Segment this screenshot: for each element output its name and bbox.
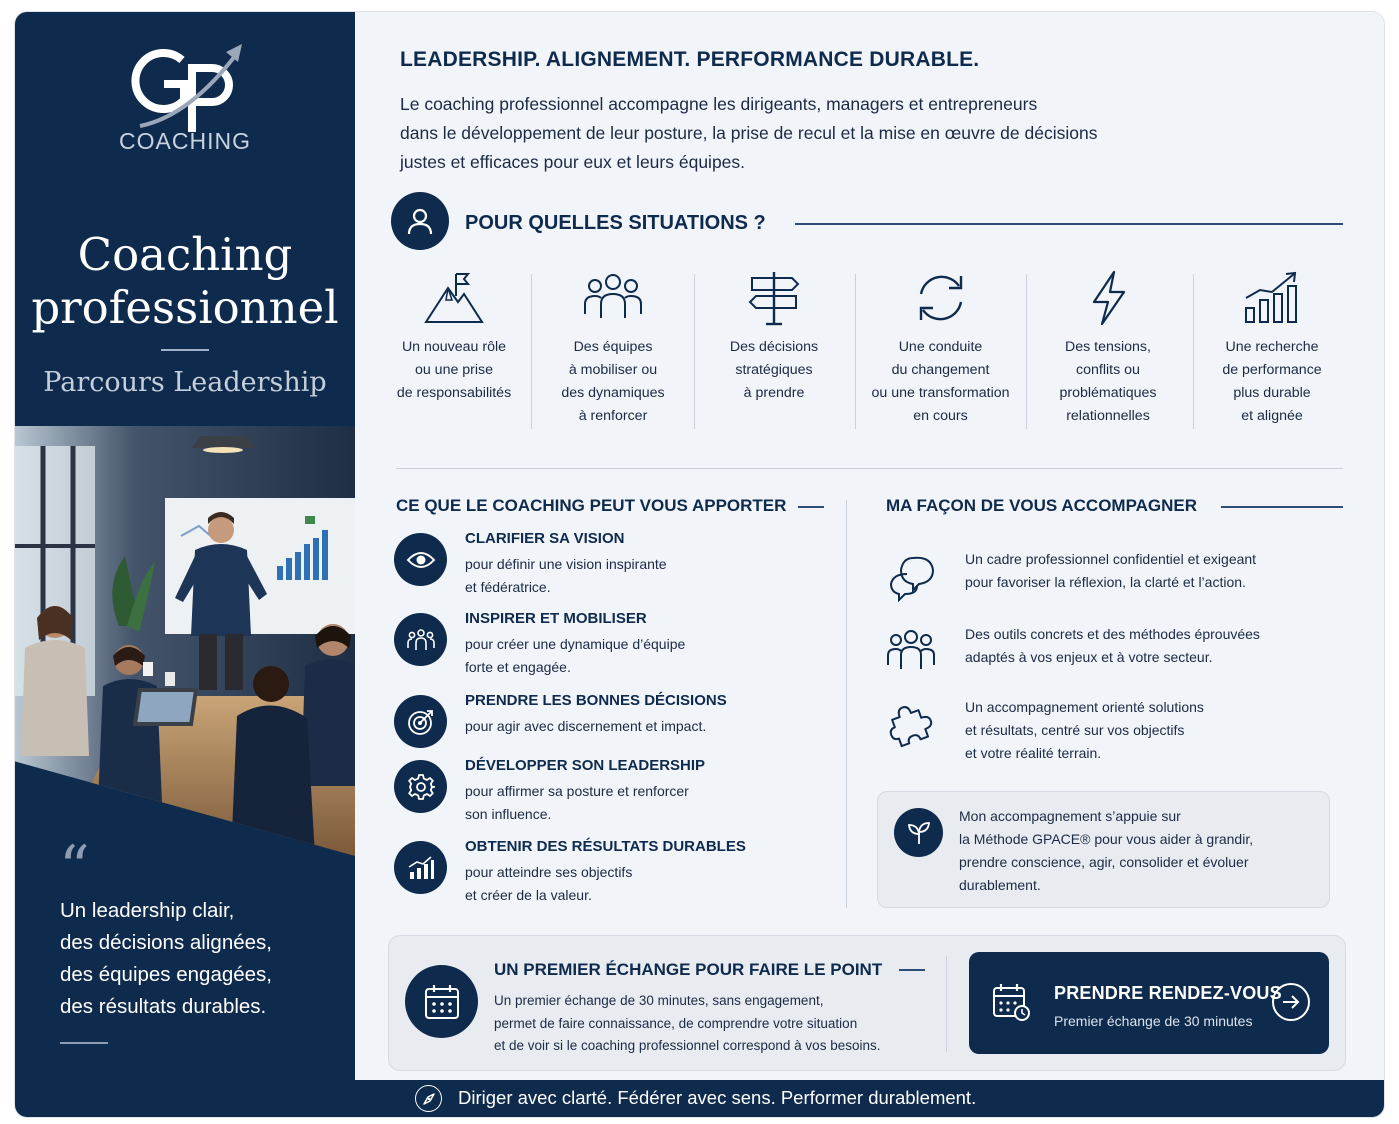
benefit-title: INSPIRER ET MOBILISER bbox=[465, 610, 647, 627]
method-line: Mon accompagnement s’appuie sur bbox=[959, 808, 1181, 824]
tagline: LEADERSHIP. ALIGNEMENT. PERFORMANCE DURABLE. bbox=[400, 48, 980, 71]
quote-line: des résultats durables. bbox=[60, 995, 267, 1018]
situation-line: des dynamiques bbox=[561, 385, 665, 401]
team-icon bbox=[394, 613, 447, 666]
signpost-icon bbox=[742, 270, 806, 326]
benefit-line: son influence. bbox=[465, 806, 552, 822]
situation-line: à prendre bbox=[743, 385, 805, 401]
quote-mark-icon: “ bbox=[59, 833, 90, 903]
approach-line: adaptés à vos enjeux et à votre secteur. bbox=[965, 649, 1213, 665]
method-line: prendre conscience, agir, consolider et évoluer bbox=[959, 854, 1249, 870]
bar-chart-icon bbox=[394, 841, 447, 894]
cta-line: et de voir si le coaching professionnel correspond à vos besoins. bbox=[494, 1038, 881, 1053]
footer bbox=[355, 1080, 1384, 1117]
situation-line: en cours bbox=[913, 408, 968, 424]
logo bbox=[15, 38, 355, 155]
benefit-line: et fédératrice. bbox=[465, 579, 551, 595]
approach-text bbox=[965, 696, 1204, 765]
arrow-right-icon bbox=[1272, 983, 1310, 1021]
situation-line: stratégiques bbox=[735, 362, 813, 378]
situation-item bbox=[705, 270, 843, 405]
benefit-text bbox=[465, 633, 685, 679]
divider bbox=[798, 506, 824, 508]
benefit-line: forte et engagée. bbox=[465, 659, 571, 675]
situation-item bbox=[1039, 270, 1177, 428]
benefit-line: pour atteindre ses objectifs bbox=[465, 864, 633, 880]
cta-title: UN PREMIER ÉCHANGE POUR FAIRE LE POINT bbox=[494, 960, 883, 979]
book-appointment-button[interactable] bbox=[969, 952, 1329, 1054]
section-title-approach: MA FAÇON DE VOUS ACCOMPAGNER bbox=[886, 496, 1198, 515]
benefit-text bbox=[465, 715, 706, 738]
approach-text bbox=[965, 623, 1260, 669]
method-box bbox=[877, 791, 1330, 908]
benefit-text bbox=[465, 553, 667, 599]
section-title-benefits: CE QUE LE COACHING PEUT VOUS APPORTER bbox=[396, 496, 787, 515]
button-subtitle: Premier échange de 30 minutes bbox=[1054, 1013, 1253, 1029]
calendar-clock-icon bbox=[991, 982, 1031, 1022]
situation-line: problématiques bbox=[1059, 385, 1157, 401]
method-text bbox=[959, 805, 1253, 897]
approach-line: Un cadre professionnel confidentiel et exigeant bbox=[965, 551, 1257, 567]
lightning-icon bbox=[1076, 270, 1140, 326]
situation-item bbox=[863, 270, 1018, 428]
benefit-title: CLARIFIER SA VISION bbox=[465, 530, 625, 547]
benefit-line: pour définir une vision inspirante bbox=[465, 556, 667, 572]
calendar-icon bbox=[405, 965, 478, 1038]
benefit-title: DÉVELOPPER SON LEADERSHIP bbox=[465, 757, 706, 774]
team-icon bbox=[581, 270, 645, 326]
sprout-icon bbox=[894, 808, 943, 857]
refresh-cycle-icon bbox=[909, 270, 973, 326]
situation-line: de performance bbox=[1222, 362, 1322, 378]
page-frame bbox=[15, 12, 1384, 1117]
situation-line: relationnelles bbox=[1066, 408, 1150, 424]
situation-line: du changement bbox=[891, 362, 990, 378]
situation-line: ou une prise bbox=[414, 362, 494, 378]
situation-item bbox=[544, 270, 682, 428]
approach-text bbox=[965, 548, 1256, 594]
logo-text: COACHING bbox=[119, 128, 251, 154]
sidebar bbox=[15, 12, 355, 1117]
cta-panel bbox=[388, 935, 1346, 1071]
benefit-text bbox=[465, 861, 632, 907]
growth-chart-icon bbox=[1240, 270, 1304, 326]
benefit-line: et créer de la valeur. bbox=[465, 887, 592, 903]
mountain-flag-icon bbox=[422, 270, 486, 326]
chat-bubbles-icon bbox=[885, 552, 937, 602]
benefit-title: PRENDRE LES BONNES DÉCISIONS bbox=[465, 692, 727, 709]
divider bbox=[694, 274, 695, 429]
person-icon bbox=[391, 192, 449, 250]
quote-line: des décisions alignées, bbox=[60, 931, 272, 954]
quote bbox=[60, 895, 340, 1023]
divider bbox=[1026, 274, 1027, 429]
button-label: PRENDRE RENDEZ-VOUS bbox=[1054, 983, 1282, 1003]
method-line: la Méthode GPACE® pour vous aider à grandir, bbox=[959, 831, 1254, 847]
divider bbox=[396, 468, 1343, 469]
approach-line: pour favoriser la réflexion, la clarté et l’action. bbox=[965, 574, 1246, 590]
divider bbox=[1221, 506, 1343, 508]
approach-line: et résultats, centré sur vos objectifs bbox=[965, 722, 1185, 738]
meeting-photo bbox=[15, 426, 355, 856]
title-line: Coaching bbox=[77, 228, 293, 281]
cta-text bbox=[494, 990, 880, 1058]
section-title-situations: POUR QUELLES SITUATIONS ? bbox=[465, 212, 766, 234]
compass-icon bbox=[415, 1085, 442, 1112]
approach-line: Des outils concrets et des méthodes éprouvées bbox=[965, 626, 1260, 642]
benefit-line: pour créer une dynamique d’équipe bbox=[465, 636, 686, 652]
title-line: professionnel bbox=[31, 281, 339, 334]
situation-line: Des tensions, bbox=[1065, 339, 1151, 355]
situation-item bbox=[1203, 270, 1341, 428]
situation-line: Une recherche bbox=[1225, 339, 1319, 355]
intro-text bbox=[400, 90, 1097, 177]
intro-line: Le coaching professionnel accompagne les dirigeants, managers et entrepreneurs bbox=[400, 94, 1038, 114]
divider bbox=[795, 223, 1343, 225]
main-content bbox=[355, 12, 1384, 1080]
gear-icon bbox=[394, 760, 447, 813]
page-title bbox=[15, 228, 355, 334]
divider bbox=[60, 1042, 108, 1044]
quote-line: Un leadership clair, bbox=[60, 899, 235, 922]
benefit-line: pour agir avec discernement et impact. bbox=[465, 718, 707, 734]
situation-line: et alignée bbox=[1241, 408, 1303, 424]
intro-line: justes et efficaces pour eux et leurs équipes. bbox=[400, 152, 746, 172]
divider bbox=[161, 349, 209, 351]
benefit-text bbox=[465, 780, 689, 826]
situation-line: Une conduite bbox=[898, 339, 983, 355]
situation-line: plus durable bbox=[1233, 385, 1311, 401]
situation-line: Des décisions bbox=[729, 339, 819, 355]
approach-line: et votre réalité terrain. bbox=[965, 745, 1102, 761]
people-icon bbox=[885, 627, 937, 677]
divider bbox=[846, 500, 847, 908]
divider bbox=[1193, 274, 1194, 429]
cta-line: permet de faire connaissance, de comprendre votre situation bbox=[494, 1015, 858, 1031]
situation-line: conflits ou bbox=[1076, 362, 1140, 378]
cta-line: Un premier échange de 30 minutes, sans engagement, bbox=[494, 993, 824, 1008]
puzzle-icon bbox=[885, 700, 937, 750]
divider bbox=[899, 969, 925, 971]
quote-line: des équipes engagées, bbox=[60, 963, 273, 986]
divider bbox=[855, 274, 856, 429]
situation-line: à mobiliser ou bbox=[568, 362, 658, 378]
method-line: durablement. bbox=[959, 877, 1041, 893]
situation-line: de responsabilités bbox=[396, 385, 512, 401]
subtitle: Parcours Leadership bbox=[43, 367, 327, 398]
situation-line: à renforcer bbox=[578, 408, 648, 424]
divider bbox=[531, 274, 532, 429]
eye-icon bbox=[394, 533, 447, 586]
benefit-line: pour affirmer sa posture et renforcer bbox=[465, 783, 689, 799]
footer-text: Diriger avec clarté. Fédérer avec sens. Performer durablement. bbox=[458, 1087, 977, 1108]
intro-line: dans le développement de leur posture, la prise de recul et la mise en œuvre de décisions bbox=[400, 123, 1098, 143]
divider bbox=[946, 956, 947, 1052]
situation-item bbox=[385, 270, 523, 405]
situation-line: Des équipes bbox=[573, 339, 653, 355]
benefit-title: OBTENIR DES RÉSULTATS DURABLES bbox=[465, 838, 746, 855]
approach-line: Un accompagnement orienté solutions bbox=[965, 699, 1204, 715]
situation-line: Un nouveau rôle bbox=[401, 339, 507, 355]
gp-logo-icon bbox=[120, 38, 250, 134]
situation-line: ou une transformation bbox=[871, 385, 1010, 401]
target-icon bbox=[394, 695, 447, 748]
